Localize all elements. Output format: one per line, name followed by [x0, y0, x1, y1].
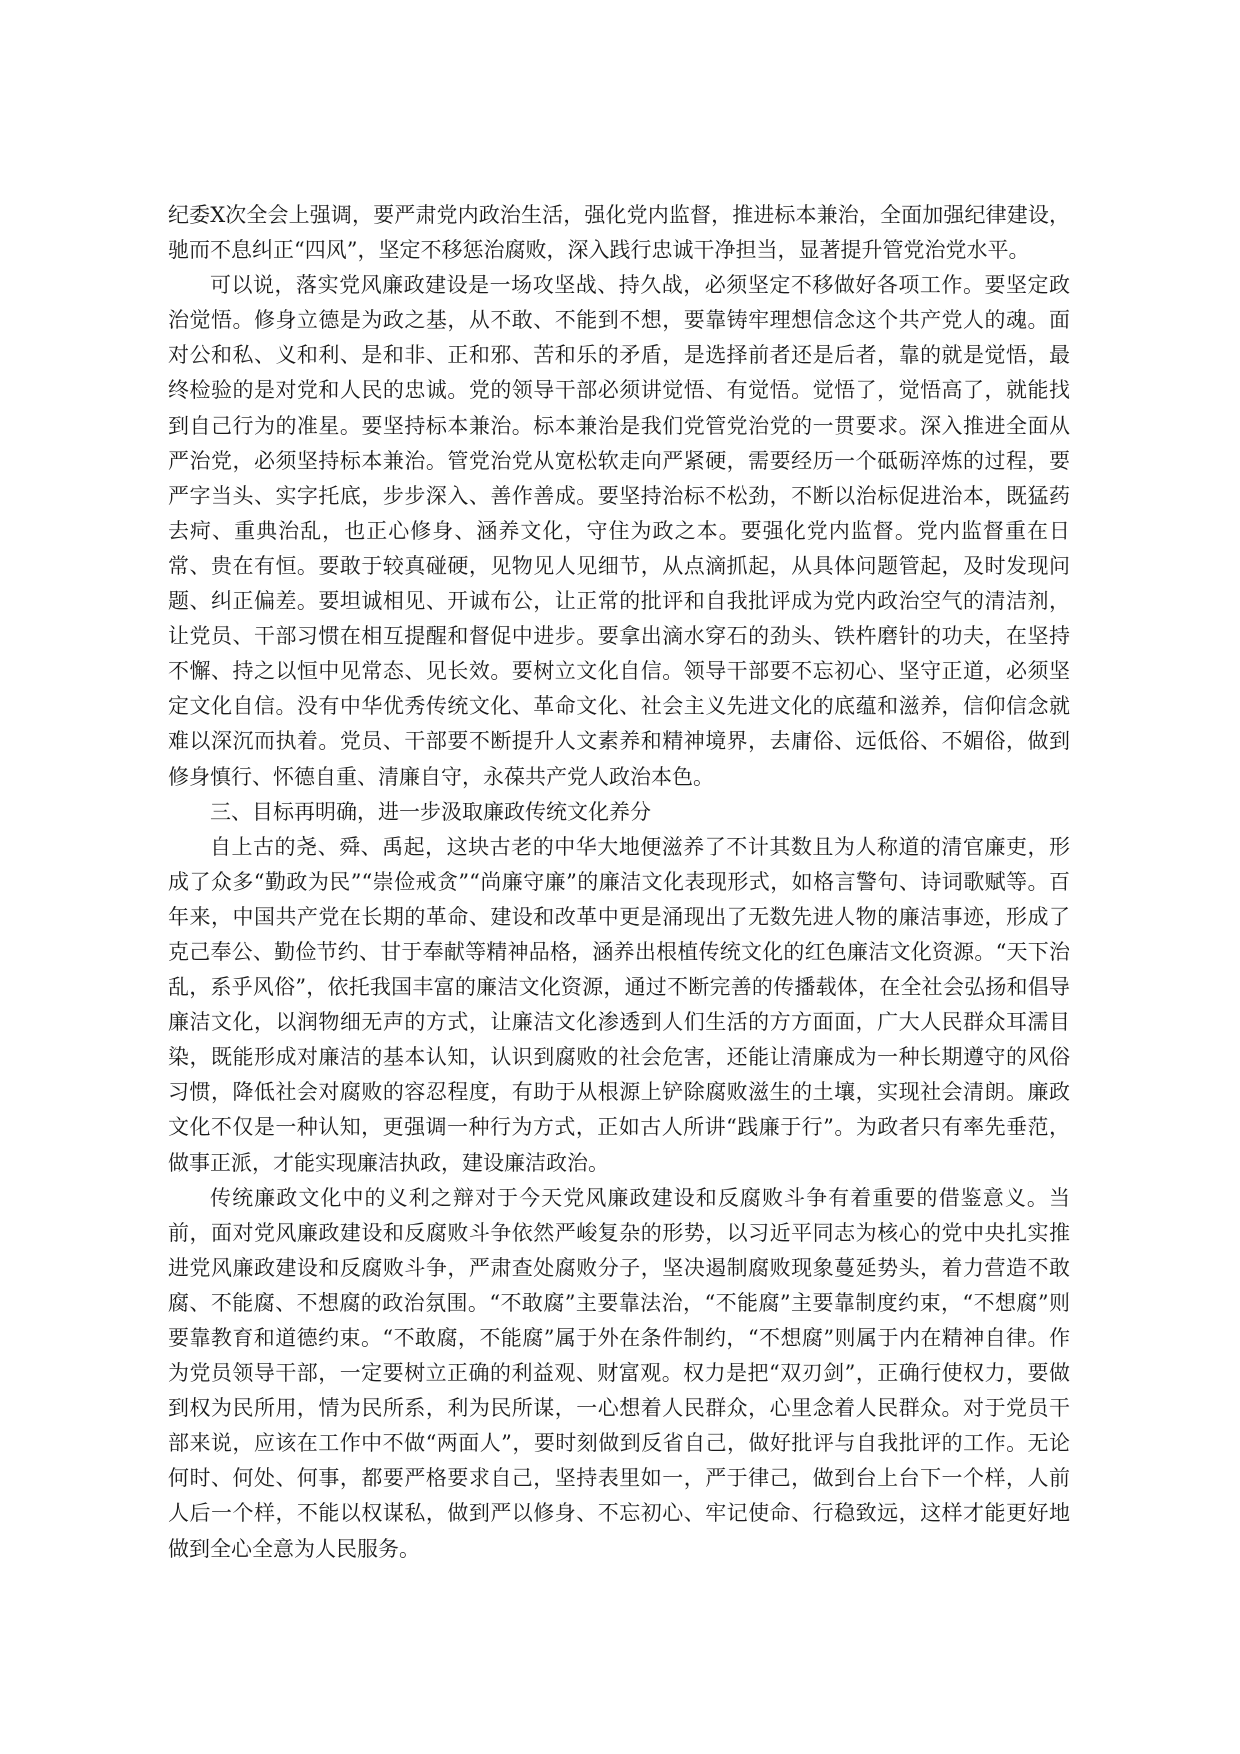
section-heading-three: 三、目标再明确，进一步汲取廉政传统文化养分 [210, 799, 651, 824]
paragraph-clean-culture: 自上古的尧、舜、禹起，这块古老的中华大地便滋养了不计其数且为人称道的清官廉吏，形成了众多“勤政为民”“崇俭戒贪”“尚廉守廉”的廉洁文化表现形式，如格言警句、诗词歌赋等。百年来，中国共产党在长期的革命、建设和改革中更是涌现出了无数先进人物的廉洁事迹，形成了克己奉公、勤俭节约、甘于奉献等精神品格，涵养出根植传统文化的红色廉洁文化资源。“天下治乱，系乎风俗”，依托我国丰富的廉洁文化资源，通过不断完善的传播载体，在全社会弘扬和倡导廉洁文化，以润物细无声的方式，让廉洁文化渗透到人们生活的方方面面，广大人民群众耳濡目染，既能形成对廉洁的基本认知，认识到腐败的社会危害，还能让清廉成为一种长期遵守的风俗习惯，降低社会对腐败的容忍程度，有助于从根源上铲除腐败滋生的土壤，实现社会清朗。廉政文化不仅是一种认知，更强调一种行为方式，正如古人所讲“践廉于行”。为政者只有率先垂范，做事正派，才能实现廉洁执政，建设廉洁政治。 [168, 834, 1070, 1175]
document-page [168, 198, 1070, 1567]
paragraph-party-conduct: 可以说，落实党风廉政建设是一场攻坚战、持久战，必须坚定不移做好各项工作。要坚定政治觉悟。修身立德是为政之基，从不敢、不能到不想，要靠铸牢理想信念这个共产党人的魂。面对公和私、义和利、是和非、正和邪、苦和乐的矛盾，是选择前者还是后者，靠的就是觉悟，最终检验的是对党和人民的忠诚。党的领导干部必须讲觉悟、有觉悟。觉悟了，觉悟高了，就能找到自己行为的准星。要坚持标本兼治。标本兼治是我们党管党治党的一贯要求。深入推进全面从严治党，必须坚持标本兼治。管党治党从宽松软走向严紧硬，需要经历一个砥砺淬炼的过程，要严字当头、实字托底，步步深入、善作善成。要坚持治标不松劲，不断以治标促进治本，既猛药去疴、重典治乱，也正心修身、涵养文化，守住为政之本。要强化党内监督。党内监督重在日常、贵在有恒。要敢于较真碰硬，见物见人见细节，从点滴抓起，从具体问题管起，及时发现问题、纠正偏差。要坦诚相见、开诚布公，让正常的批评和自我批评成为党内政治空气的清洁剂，让党员、干部习惯在相互提醒和督促中进步。要拿出滴水穿石的劲头、铁杵磨针的功夫，在坚持不懈、持之以恒中见常态、见长效。要树立文化自信。领导干部要不忘初心、坚守正道，必须坚定文化自信。没有中华优秀传统文化、革命文化、社会主义先进文化的底蕴和滋养，信仰信念就难以深沉而执着。党员、干部要不断提升人文素养和精神境界，去庸俗、远低俗、不媚俗，做到修身慎行、怀德自重、清廉自守，永葆共产党人政治本色。 [168, 273, 1070, 789]
paragraph-continuation: 纪委X次全会上强调，要严肃党内政治生活，强化党内监督，推进标本兼治，全面加强纪律建设，驰而不息纠正“四风”，坚定不移惩治腐败，深入践行忠诚干净担当，显著提升管党治党水平。 [168, 203, 1070, 263]
paragraph-righteousness-profit: 传统廉政文化中的义利之辩对于今天党风廉政建设和反腐败斗争有着重要的借鉴意义。当前，面对党风廉政建设和反腐败斗争依然严峻复杂的形势，以习近平同志为核心的党中央扎实推进党风廉政建设和反腐败斗争，严肃查处腐败分子，坚决遏制腐败现象蔓延势头，着力营造不敢腐、不能腐、不想腐的政治氛围。“不敢腐”主要靠法治，“不能腐”主要靠制度约束，“不想腐”则要靠教育和道德约束。“不敢腐，不能腐”属于外在条件制约，“不想腐”则属于内在精神自律。作为党员领导干部，一定要树立正确的利益观、财富观。权力是把“双刃剑”，正确行使权力，要做到权为民所用，情为民所系，利为民所谋，一心想着人民群众，心里念着人民群众。对于党员干部来说，应该在工作中不做“两面人”，要时刻做到反省自己，做好批评与自我批评的工作。无论何时、何处、何事，都要严格要求自己，坚持表里如一，严于律己，做到台上台下一个样，人前人后一个样，不能以权谋私，做到严以修身、不忘初心、牢记使命、行稳致远，这样才能更好地做到全心全意为人民服务。 [168, 1185, 1070, 1561]
